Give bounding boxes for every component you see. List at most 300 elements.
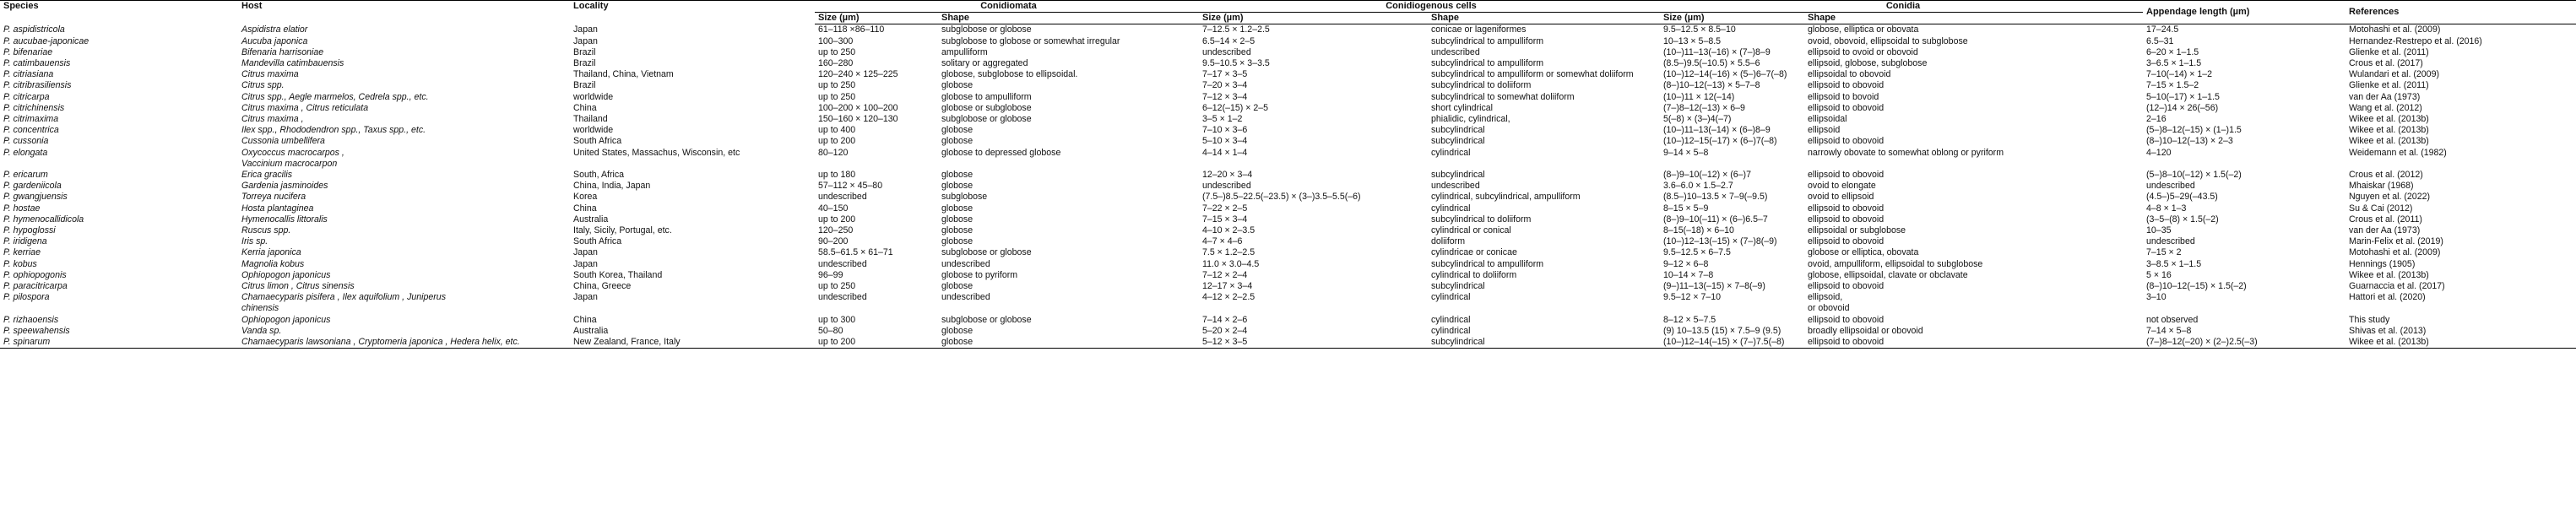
locality-cell: Brazil (573, 80, 596, 91)
host-cell: Chamaecyparis lawsoniana , Cryptomeria japonica , Hedera helix, etc. (238, 337, 570, 349)
locality-cell: Japan (573, 292, 598, 303)
conidiogenous-size-cell: 4–10 × 2–3.5 (1202, 225, 1255, 236)
reference-cell: Wikee et al. (2013b) (2349, 269, 2429, 280)
conidiomata-size-cell: undescribed (818, 258, 867, 269)
reference-cell: Crous et al. (2011) (2349, 214, 2422, 225)
species-cell: P. rizhaoensis (3, 314, 59, 325)
appendage-cell: 4–8 × 1–3 (2146, 203, 2187, 214)
conidiomata-size-cell: 57–112 × 45–80 (818, 181, 883, 192)
appendage-cell: 2–16 (2146, 114, 2167, 125)
conidia-shape-cell: ellipsoid to obovoid (1808, 80, 1885, 91)
appendage-cell: 4–120 (2146, 147, 2172, 158)
conidiogenous-size-cell: 4–14 × 1–4 (1202, 147, 1248, 158)
host-cell: Torreya nucifera (241, 192, 306, 203)
conidia-size-cell: 9.5–12.5 × 6–7.5 (1663, 247, 1731, 258)
conidia-size-cell: 9.5–12 × 7–10 (1663, 292, 1722, 303)
table-row (0, 270, 2576, 281)
reference-cell: Glienke et al. (2011) (2349, 80, 2429, 91)
host-cell: Bifenaria harrisoniae (241, 46, 324, 57)
conidia-size-cell: (8.5–)10–13.5 × 7–9(–9.5) (1663, 192, 1768, 203)
appendage-cell: 7–14 × 5–8 (2146, 325, 2192, 336)
conidia-shape-cell: ovoid to elongate (1808, 181, 1876, 192)
appendage-cell: (4.5–)5–29(–43.5) (2146, 192, 2218, 203)
species-cell: P. aucubae-japonicae (3, 35, 89, 46)
conidia-shape-cell: ellipsoid to obovoid (1808, 214, 1885, 225)
reference-cell: Weidemann et al. (1982) (2349, 147, 2447, 158)
species-cell: P. kobus (3, 258, 37, 269)
conidia-shape-cell: ovoid, obovoid, ellipsoidal to subglobose (1808, 35, 1968, 46)
conidia-shape-cell: ellipsoidal or subglobose (1808, 225, 1906, 236)
reference-cell: Hernandez-Restrepo et al. (2016) (2349, 35, 2482, 46)
appendage-cell: 10–35 (2146, 225, 2172, 236)
conidiogenous-shape-cell: cylindrical (1431, 203, 1471, 214)
conidiomata-size-cell: up to 200 (818, 136, 856, 147)
conidia-shape-cell: ellipsoid to obovoid (1808, 314, 1885, 325)
locality-cell: Italy, Sicily, Portugal, etc. (573, 225, 672, 236)
conidia-size-cell: 8–15 × 5–9 (1663, 203, 1709, 214)
reference-cell: Mhaiskar (1968) (2349, 181, 2414, 192)
conidiogenous-shape-cell: subcylindrical (1428, 337, 1660, 349)
species-cell: P. gwangjuensis (3, 192, 68, 203)
conidiogenous-shape-cell: doliiform (1431, 236, 1466, 247)
conidia-size-cell: 8–15(–18) × 6–10 (1663, 225, 1734, 236)
conidia-size-cell: (10–)12–13(–15) × (7–)8(–9) (1663, 236, 1777, 247)
conidia-shape-cell: ovoid to ellipsoid (1808, 192, 1874, 203)
appendage-cell: (8–)10–12(–15) × 1.5(–2) (2146, 281, 2247, 292)
appendage-header: Appendage length (µm) (2143, 1, 2346, 24)
host-cell: Cussonia umbellifera (241, 136, 325, 147)
reference-cell: Marin-Felix et al. (2019) (2349, 236, 2443, 247)
host-cell: Magnolia kobus (241, 258, 305, 269)
conidia-size-cell: 10–13 × 5–8.5 (1663, 35, 1722, 46)
conidiogenous-size-cell: 11.0 × 3.0–4.5 (1202, 258, 1260, 269)
conidiomata-shape-cell: solitary or aggregated (941, 58, 1028, 69)
appendage-cell: 6–20 × 1–1.5 (2146, 46, 2199, 57)
conidiomata-size-header: Size (µm) (815, 13, 938, 24)
table-row (0, 292, 2576, 314)
conidiogenous-shape-cell: subcylindrical to doliiform (1431, 80, 1532, 91)
host-cell: Hosta plantaginea (241, 203, 314, 214)
conidiomata-size-cell: up to 250 (818, 91, 856, 102)
table-row (0, 36, 2576, 47)
conidiomata-shape-cell: globose, subglobose to ellipsoidal. (941, 69, 1078, 80)
appendage-cell: (5–)8–10(–12) × 1.5(–2) (2146, 170, 2242, 181)
reference-cell: Wikee et al. (2013b) (2346, 337, 2576, 349)
conidiogenous-shape-cell: cylindrical to doliiform (1431, 269, 1517, 280)
host-cell: Iris sp. (241, 236, 268, 247)
reference-cell: This study (2349, 314, 2390, 325)
locality-cell: South, Africa (573, 170, 625, 181)
conidiogenous-size-cell: 9.5–10.5 × 3–3.5 (1202, 58, 1270, 69)
table-row (0, 225, 2576, 236)
table-row (0, 69, 2576, 80)
locality-cell: Brazil (573, 58, 596, 69)
appendage-cell: 3–6.5 × 1–1.5 (2146, 58, 2202, 69)
table-row (0, 214, 2576, 225)
species-cell: P. cussonia (3, 136, 49, 147)
conidia-shape-cell: ovoid, ampulliform, ellipsoidal to subglobose (1808, 258, 1983, 269)
conidiogenous-shape-cell: conicae or lageniformes (1431, 24, 1527, 35)
species-cell: P. aspidistricola (3, 24, 65, 35)
table-row (0, 80, 2576, 91)
table-row (0, 47, 2576, 58)
species-cell: P. hypoglossi (3, 225, 56, 236)
conidiogenous-size-cell: 6–12(–15) × 2–5 (1202, 102, 1269, 113)
conidiomata-shape-cell: subglobose or globose (941, 114, 1032, 125)
locality-cell: Australia (573, 325, 609, 336)
conidiogenous-size-cell: undescribed (1202, 46, 1251, 57)
reference-cell: van der Aa (1973) (2349, 91, 2421, 102)
conidiogenous-size-cell: 5–10 × 3–4 (1202, 136, 1248, 147)
locality-cell: South Korea, Thailand (573, 269, 663, 280)
conidiomata-shape-cell: globose (941, 225, 973, 236)
conidiogenous-size-cell: 7–14 × 2–6 (1202, 314, 1248, 325)
conidiogenous-shape-cell: undescribed (1431, 46, 1480, 57)
host-cell: Citrus spp., Aegle marmelos, Cedrela spp., etc. (241, 91, 429, 102)
conidiomata-shape-cell: undescribed (941, 292, 990, 303)
conidiomata-size-cell: 120–250 (818, 225, 854, 236)
host-cell: Kerria japonica (241, 247, 301, 258)
table-row (0, 170, 2576, 181)
conidia-header: Conidia (1660, 1, 2143, 13)
table-body (0, 24, 2576, 349)
conidiogenous-size-cell: 6.5–14 × 2–5 (1202, 35, 1255, 46)
conidiomata-size-cell: 100–300 (818, 35, 854, 46)
conidia-size-cell: (10–)12–14(–15) × (7–)7.5(–8) (1660, 337, 1804, 349)
species-cell: P. citriasiana (3, 69, 54, 80)
conidiomata-shape-cell: globose (941, 214, 973, 225)
conidiomata-shape-cell: subglobose or globose (941, 314, 1032, 325)
host-cell: Citrus maxima , Citrus reticulata (241, 102, 369, 113)
appendage-cell: 3–8.5 × 1–1.5 (2146, 258, 2202, 269)
appendage-cell: 5–10(–17) × 1–1.5 (2146, 91, 2220, 102)
host-cell: Chamaecyparis pisifera , Ilex aquifolium , Juniperus chinensis (241, 292, 447, 314)
conidiogenous-size-cell: 7–10 × 3–6 (1202, 125, 1248, 136)
species-cell: P. citrimaxima (3, 114, 59, 125)
conidia-shape-cell: ellipsoid, globose, subglobose (1808, 58, 1928, 69)
conidia-shape-cell: ellipsoid to obovoid (1808, 203, 1885, 214)
host-cell: Aspidistra elatior (241, 24, 308, 35)
locality-cell: China (573, 314, 597, 325)
appendage-cell: (3–5–(8) × 1.5(–2) (2146, 214, 2219, 225)
species-cell: P. hymenocallidicola (3, 214, 84, 225)
table-row (0, 103, 2576, 114)
conidiogenous-shape-cell: short cylindrical (1431, 102, 1494, 113)
conidiogenous-size-cell: 3–5 × 1–2 (1202, 114, 1243, 125)
host-cell: Vanda sp. (241, 325, 282, 336)
conidia-shape-cell: ellipsoid to obovoid (1808, 236, 1885, 247)
conidiomata-size-cell: 61–118 ×86–110 (818, 24, 885, 35)
host-cell: Ophiopogon japonicus (241, 269, 331, 280)
conidiomata-size-cell: 160–280 (818, 58, 854, 69)
conidiogenous-shape-cell: subcylindrical to ampulliform (1431, 35, 1544, 46)
conidiomata-size-cell: 90–200 (818, 236, 849, 247)
locality-cell: China (573, 102, 597, 113)
species-cell: P. elongata (3, 147, 48, 158)
table-row (0, 281, 2576, 292)
locality-cell: Brazil (573, 46, 596, 57)
locality-cell: New Zealand, France, Italy (570, 337, 815, 349)
reference-cell: Wang et al. (2012) (2349, 102, 2422, 113)
conidiomata-size-cell: undescribed (818, 192, 867, 203)
appendage-cell: 5 × 16 (2146, 269, 2172, 280)
conidiogenous-shape-cell: subcylindrical to ampulliform or somewhat doliiform (1431, 69, 1634, 80)
table-row (0, 114, 2576, 125)
conidiomata-size-cell: 80–120 (818, 147, 849, 158)
header-row-1 (0, 1, 2576, 13)
conidiogenous-size-cell: 7.5 × 1.2–2.5 (1202, 247, 1255, 258)
conidia-size-cell: 8–12 × 5–7.5 (1663, 314, 1716, 325)
reference-cell: Nguyen et al. (2022) (2349, 192, 2431, 203)
conidiomata-shape-cell: globose (941, 125, 973, 136)
reference-cell: Hennings (1905) (2349, 258, 2416, 269)
appendage-cell: 7–15 × 2 (2146, 247, 2182, 258)
conidiomata-shape-cell: subglobose or globose (941, 247, 1032, 258)
host-cell: Citrus spp. (241, 80, 285, 91)
conidia-size-header: Size (µm) (1660, 13, 1804, 24)
table-row (0, 148, 2576, 170)
locality-cell: worldwide (573, 91, 614, 102)
conidia-shape-cell: ellipsoid (1808, 125, 1841, 136)
conidiomata-size-cell: 40–150 (818, 203, 849, 214)
reference-cell: Wulandari et al. (2009) (2349, 69, 2439, 80)
conidiogenous-shape-cell: cylindrical (1431, 147, 1471, 158)
conidiogenous-shape-cell: subcylindrical to somewhat doliiform (1431, 91, 1575, 102)
conidiomata-size-cell: 120–240 × 125–225 (818, 69, 898, 80)
conidiomata-shape-cell: globose (941, 170, 973, 181)
conidia-size-cell: (10–)12–14(–16) × (5–)6–7(–8) (1663, 69, 1787, 80)
conidiomata-shape-cell: globose (941, 203, 973, 214)
conidiogenous-size-cell: 7–12.5 × 1.2–2.5 (1202, 24, 1270, 35)
conidiomata-shape-cell: globose (941, 281, 973, 292)
conidia-size-cell: 9–12 × 6–8 (1663, 258, 1709, 269)
reference-cell: Wikee et al. (2013b) (2349, 125, 2429, 136)
conidia-size-cell: (10–)12–15(–17) × (6–)7(–8) (1663, 136, 1777, 147)
conidiomata-shape-cell: globose to depressed globose (941, 147, 1061, 158)
conidiogenous-shape-cell: cylindrical (1431, 292, 1471, 303)
conidiogenous-shape-cell: subcylindrical (1431, 125, 1485, 136)
species-cell: P. catimbauensis (3, 58, 71, 69)
appendage-cell: undescribed (2146, 236, 2195, 247)
conidiomata-shape-cell: globose (941, 80, 973, 91)
conidiogenous-shape-header: Shape (1428, 13, 1660, 24)
conidiomata-shape-cell: globose (938, 337, 1199, 349)
conidia-shape-cell: broadly ellipsoidal or obovoid (1808, 325, 1923, 336)
conidia-size-cell: 9–14 × 5–8 (1663, 147, 1709, 158)
host-cell: Citrus maxima , (241, 114, 304, 125)
conidiogenous-header: Conidiogenous cells (1199, 1, 1660, 13)
conidiogenous-shape-cell: cylindrical, subcylindrical, ampulliform (1431, 192, 1581, 203)
locality-cell: Thailand (573, 114, 608, 125)
conidia-size-cell: (8.5–)9.5(–10.5) × 5.5–6 (1663, 58, 1760, 69)
table-row (0, 181, 2576, 192)
host-cell: Gardenia jasminoides (241, 181, 328, 192)
table-row (0, 24, 2576, 36)
reference-cell: Motohashi et al. (2009) (2349, 24, 2441, 35)
conidia-size-cell: (9) 10–13.5 (15) × 7.5–9 (9.5) (1663, 325, 1782, 336)
conidia-shape-cell: ellipsoid to obovoid (1808, 102, 1885, 113)
conidiogenous-size-cell: 7–12 × 2–4 (1202, 269, 1248, 280)
table-row (0, 58, 2576, 69)
conidiomata-size-cell: up to 300 (818, 314, 856, 325)
species-cell: P. spinarum (0, 337, 238, 349)
appendage-cell: 7–15 × 1.5–2 (2146, 80, 2199, 91)
conidiomata-shape-cell: globose or subglobose (941, 102, 1032, 113)
appendage-cell: 6.5–31 (2146, 35, 2174, 46)
species-cell: P. pilospora (3, 292, 50, 303)
locality-cell: Japan (573, 258, 598, 269)
conidia-size-cell: (7–)8–12(–13) × 6–9 (1663, 102, 1745, 113)
conidiomata-size-cell: up to 200 (818, 214, 856, 225)
appendage-cell: 17–24.5 (2146, 24, 2179, 35)
species-cell: P. citribrasiliensis (3, 80, 72, 91)
conidiogenous-size-header: Size (µm) (1199, 13, 1428, 24)
conidiomata-shape-cell: globose (941, 181, 973, 192)
species-cell: P. hostae (3, 203, 41, 214)
conidia-shape-header: Shape (1804, 13, 2143, 24)
locality-cell: worldwide (573, 125, 614, 136)
conidia-shape-cell: ellipsoid, or obovoid (1808, 292, 1850, 314)
conidiomata-size-cell: 150–160 × 120–130 (818, 114, 898, 125)
conidiomata-shape-cell: globose to ampulliform (941, 91, 1032, 102)
conidiogenous-size-cell: 7–17 × 3–5 (1202, 69, 1248, 80)
conidiogenous-shape-cell: subcylindrical (1431, 136, 1485, 147)
conidiomata-shape-cell: undescribed (941, 258, 990, 269)
reference-cell: Crous et al. (2012) (2349, 170, 2423, 181)
conidia-shape-cell: ellipsoid to obovoid (1808, 170, 1885, 181)
conidia-shape-cell: globose or elliptica, obovata (1808, 247, 1919, 258)
reference-cell: Crous et al. (2017) (2349, 58, 2423, 69)
reference-cell: Motohashi et al. (2009) (2349, 247, 2441, 258)
conidiogenous-size-cell: 12–20 × 3–4 (1202, 170, 1253, 181)
locality-cell: China (573, 203, 597, 214)
conidiomata-shape-cell: globose (941, 136, 973, 147)
conidia-size-cell: (9–)11–13(–15) × 7–8(–9) (1663, 281, 1765, 292)
locality-cell: Japan (573, 35, 598, 46)
conidiogenous-size-cell: 5–12 × 3–5 (1199, 337, 1428, 349)
reference-cell: Wikee et al. (2013b) (2349, 114, 2429, 125)
conidiogenous-size-cell: 12–17 × 3–4 (1202, 281, 1253, 292)
conidia-shape-cell: ellipsoid to obovoid (1808, 281, 1885, 292)
conidiogenous-shape-cell: subcylindrical (1431, 170, 1485, 181)
conidia-size-cell: (10–)11–13(–16) × (7–)8–9 (1663, 46, 1771, 57)
conidia-shape-cell: ellipsoid to obovoid (1804, 337, 2143, 349)
conidia-shape-cell: ellipsoidal (1808, 114, 1847, 125)
conidiogenous-shape-cell: cylindrical (1431, 325, 1471, 336)
species-cell: P. ericarum (3, 170, 48, 181)
reference-cell: Su & Cai (2012) (2349, 203, 2413, 214)
conidia-size-cell: (8–)10–12(–13) × 5–7–8 (1663, 80, 1760, 91)
conidiomata-size-cell: 50–80 (818, 325, 843, 336)
conidia-size-cell: (8–)9–10(–11) × (6–)6.5–7 (1663, 214, 1768, 225)
conidiomata-shape-cell: subglobose to globose or somewhat irregular (941, 35, 1120, 46)
locality-cell: China, India, Japan (573, 181, 651, 192)
host-header: Host (238, 1, 570, 24)
conidiogenous-shape-cell: undescribed (1431, 181, 1480, 192)
host-cell: Mandevilla catimbauensis (241, 58, 344, 69)
conidiogenous-shape-cell: subcylindrical to doliiform (1431, 214, 1532, 225)
species-cell: P. ophiopogonis (3, 269, 67, 280)
conidiomata-header: Conidiomata (815, 1, 1199, 13)
species-header: Species (0, 1, 238, 24)
conidia-shape-cell: globose, elliptica or obovata (1808, 24, 1919, 35)
species-cell: P. bifenariae (3, 46, 53, 57)
species-cell: P. kerriae (3, 247, 41, 258)
table-row (0, 203, 2576, 214)
species-cell: P. citricarpa (3, 91, 50, 102)
conidia-size-cell: 9.5–12.5 × 8.5–10 (1663, 24, 1736, 35)
table-row (0, 247, 2576, 258)
conidiomata-shape-cell: globose to pyriform (941, 269, 1018, 280)
reference-cell: Hattori et al. (2020) (2349, 292, 2426, 303)
species-cell: P. concentrica (3, 125, 59, 136)
host-cell: Citrus maxima (241, 69, 299, 80)
conidiogenous-size-cell: 5–20 × 2–4 (1202, 325, 1248, 336)
table-row (0, 192, 2576, 203)
host-cell: Erica gracilis (241, 170, 293, 181)
table-row (0, 337, 2576, 349)
conidiogenous-size-cell: 7–22 × 2–5 (1202, 203, 1248, 214)
conidia-shape-cell: ellipsoid to ovoid or obovoid (1808, 46, 1918, 57)
locality-cell: South Africa (573, 136, 622, 147)
table-row (0, 92, 2576, 103)
appendage-cell: (7–)8–12(–20) × (2–)2.5(–3) (2143, 337, 2346, 349)
conidiogenous-shape-cell: subcylindrical to ampulliform (1431, 258, 1544, 269)
conidiogenous-size-cell: 4–12 × 2–2.5 (1202, 292, 1255, 303)
locality-cell: South Africa (573, 236, 622, 247)
conidiomata-shape-cell: subglobose or globose (941, 24, 1032, 35)
conidiomata-shape-cell: globose (941, 236, 973, 247)
conidiogenous-size-cell: undescribed (1202, 181, 1251, 192)
locality-cell: Australia (573, 214, 609, 225)
conidia-shape-cell: ellipsoidal to obovoid (1808, 69, 1891, 80)
host-cell: Ilex spp., Rhododendron spp., Taxus spp., etc. (241, 125, 426, 136)
conidia-shape-cell: ellipsoid to bovoid (1808, 91, 1879, 102)
appendage-cell: (12–)14 × 26(–56) (2146, 102, 2219, 113)
conidiogenous-shape-cell: cylindrical or conical (1431, 225, 1511, 236)
conidiogenous-size-cell: 4–7 × 4–6 (1202, 236, 1243, 247)
host-cell: Ruscus spp. (241, 225, 291, 236)
table-row (0, 326, 2576, 337)
locality-cell: United States, Massachus, Wisconsin, etc (573, 147, 740, 158)
locality-cell: China, Greece (573, 281, 632, 292)
conidiogenous-size-cell: 7–20 × 3–4 (1202, 80, 1248, 91)
species-cell: P. iridigena (3, 236, 47, 247)
locality-header: Locality (570, 1, 815, 24)
conidia-shape-cell: globose, ellipsoidal, clavate or obclavate (1808, 269, 1968, 280)
table-row (0, 136, 2576, 147)
conidiogenous-shape-cell: cylindricae or conicae (1431, 247, 1517, 258)
conidiogenous-size-cell: (7.5–)8.5–22.5(–23.5) × (3–)3.5–5.5(–6) (1202, 192, 1361, 203)
locality-cell: Thailand, China, Vietnam (573, 69, 674, 80)
appendage-cell: (5–)8–12(–15) × (1–)1.5 (2146, 125, 2242, 136)
conidia-size-cell: 5(–8) × (3–)4(–7) (1663, 114, 1732, 125)
host-cell: Ophiopogon japonicus (241, 314, 331, 325)
references-header: References (2346, 1, 2576, 24)
conidiogenous-shape-cell: cylindrical (1431, 314, 1471, 325)
conidiomata-size-cell: 100–200 × 100–200 (818, 102, 898, 113)
conidia-size-cell: 3.6–6.0 × 1.5–2.7 (1663, 181, 1733, 192)
reference-cell: Glienke et al. (2011) (2349, 46, 2429, 57)
appendage-cell: 3–10 (2146, 292, 2167, 303)
conidia-size-cell: 10–14 × 7–8 (1663, 269, 1714, 280)
reference-cell: Shivas et al. (2013) (2349, 325, 2427, 336)
species-cell: P. paracitricarpa (3, 281, 68, 292)
host-cell: Hymenocallis littoralis (241, 214, 328, 225)
conidiomata-size-cell: up to 180 (818, 170, 856, 181)
table-row (0, 315, 2576, 326)
table-row (0, 125, 2576, 136)
